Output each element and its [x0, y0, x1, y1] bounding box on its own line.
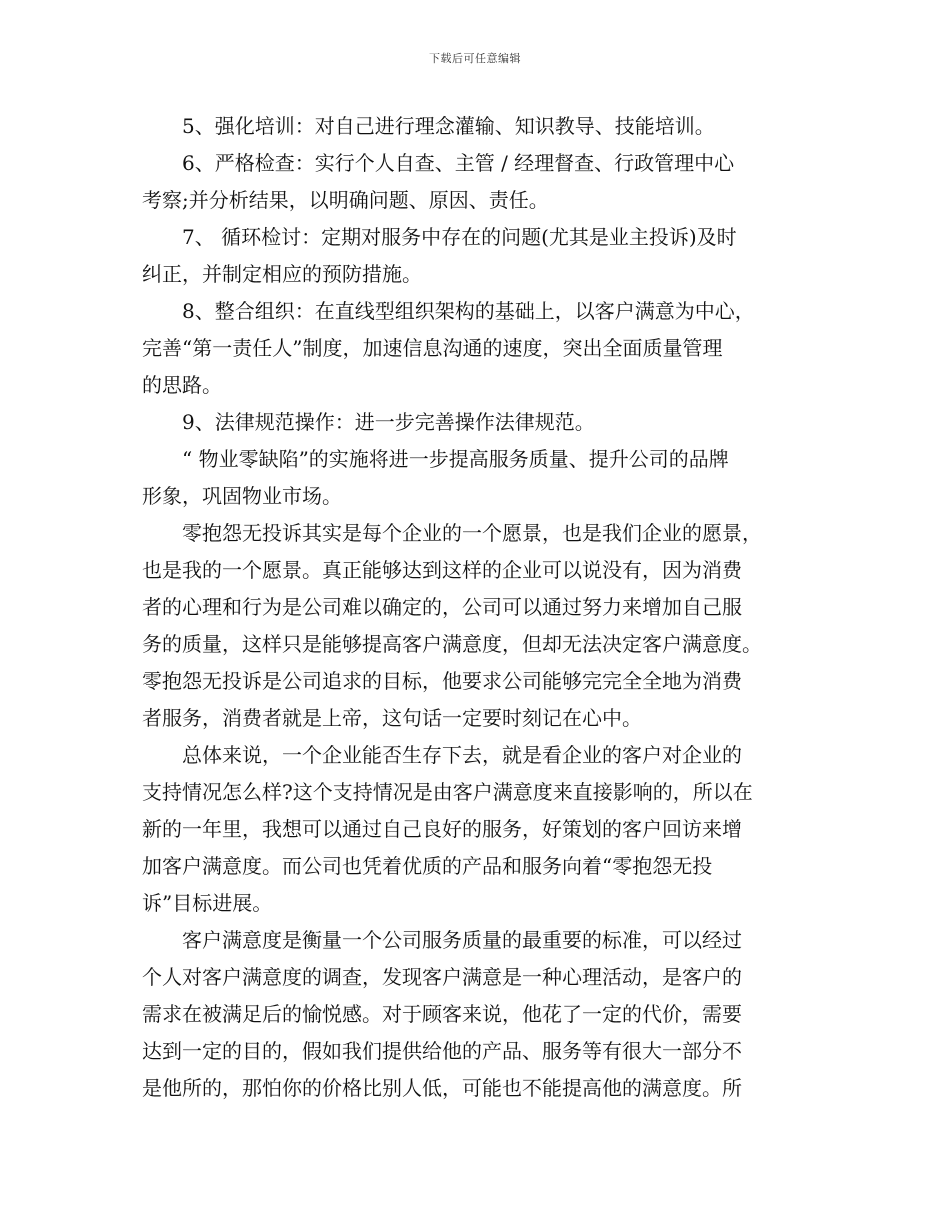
paragraph-inspection — [142, 145, 808, 219]
text-line: 零抱怨无投诉是公司追求的目标，他要求公司能够完完全全地为消费 — [142, 669, 742, 693]
text-line: 也是我的一个愿景。真正能够达到这样的企业可以说没有，因为消费 — [142, 558, 742, 582]
text-line: 完善“第一责任人”制度，加速信息沟通的速度，突出全面质量管理 — [142, 336, 723, 360]
text-line: 总体来说，一个企业能否生存下去，就是看企业的客户对企业的 — [182, 743, 742, 767]
text-line: 新的一年里，我想可以通过自己良好的服务，好策划的客户回访来增 — [142, 817, 742, 841]
text-line: 诉”目标进展。 — [142, 891, 273, 915]
text-line: 5、强化培训：对自己进行理念灌输、知识教导、技能培训。 — [182, 114, 715, 138]
document-body — [142, 108, 808, 1107]
text-line: 务的质量，这样只是能够提高客户满意度，但却无法决定客户满意度。 — [142, 632, 762, 656]
paragraph-summary — [142, 737, 808, 922]
text-line: 零抱怨无投诉其实是每个企业的一个愿景，也是我们企业的愿景， — [182, 521, 762, 545]
text-line: 8、整合组织：在直线型组织架构的基础上，以客户满意为中心， — [182, 299, 755, 323]
text-line: 个人对客户满意度的调查，发现客户满意是一种心理活动，是客户的 — [142, 965, 742, 989]
text-line: “ 物业零缺陷”的实施将进一步提高服务质量、提升公司的品牌 — [182, 447, 729, 471]
text-line: 客户满意度是衡量一个公司服务质量的最重要的标准，可以经过 — [182, 928, 742, 952]
text-line: 者的心理和行为是公司难以确定的，公司可以通过努力来增加自己服 — [142, 595, 742, 619]
text-line: 加客户满意度。而公司也凭着优质的产品和服务向着“零抱怨无投 — [142, 854, 713, 878]
paragraph-organization — [142, 293, 808, 404]
text-line: 支持情况怎么样?这个支持情况是由客户满意度来直接影响的，所以在 — [142, 780, 753, 804]
text-line: 的思路。 — [142, 373, 222, 397]
paragraph-training — [142, 108, 808, 145]
paragraph-zero-complaint — [142, 515, 808, 737]
text-line: 达到一定的目的，假如我们提供给他的产品、服务等有很大一部分不 — [142, 1039, 742, 1063]
text-line: 9、法律规范操作：进一步完善操作法律规范。 — [182, 410, 595, 434]
paragraph-review — [142, 219, 808, 293]
paragraph-legal — [142, 404, 808, 441]
text-line: 6、严格检查：实行个人自查、主管 / 经理督查、行政管理中心 — [182, 151, 735, 175]
paragraph-zero-defect — [142, 441, 808, 515]
text-line: 者服务，消费者就是上帝，这句话一定要时刻记在心中。 — [142, 706, 642, 730]
text-line: 纠正，并制定相应的预防措施。 — [142, 262, 422, 286]
text-line: 需求在被满足后的愉悦感。对于顾客来说，他花了一定的代价，需要 — [142, 1002, 742, 1026]
paragraph-satisfaction — [142, 922, 808, 1107]
text-line: 7、 循环检讨：定期对服务中存在的问题(尤其是业主投诉)及时 — [182, 225, 737, 249]
page-header: 下载后可任意编辑 — [429, 52, 521, 65]
text-line: 形象，巩固物业市场。 — [142, 484, 342, 508]
text-line: 考察;并分析结果，以明确问题、原因、责任。 — [142, 188, 549, 212]
text-line: 是他所的，那怕你的价格比别人低，可能也不能提高他的满意度。所 — [142, 1076, 742, 1100]
